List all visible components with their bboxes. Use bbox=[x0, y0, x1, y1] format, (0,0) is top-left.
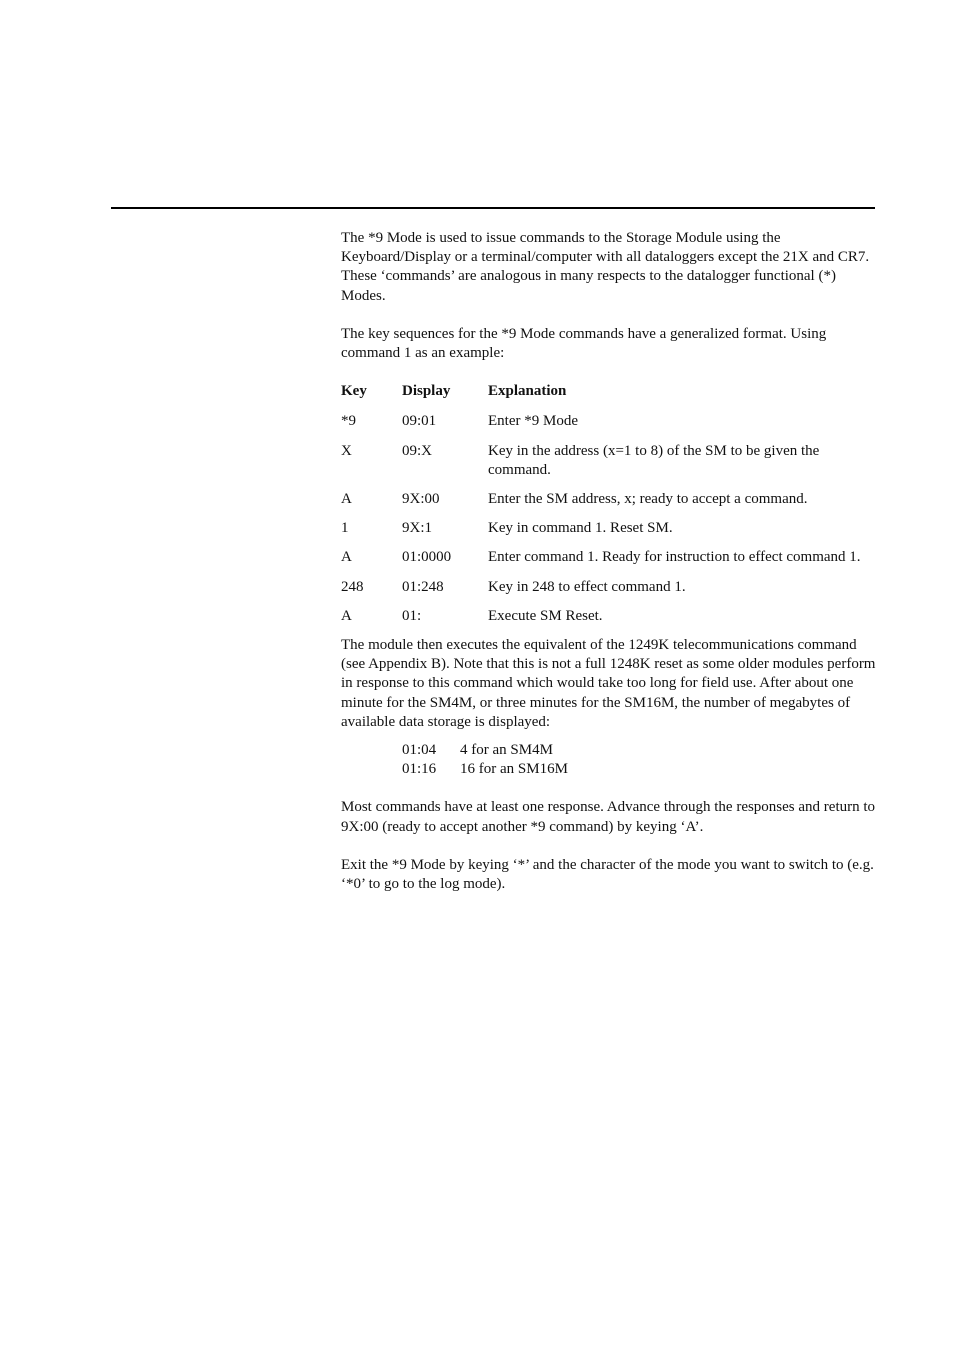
cell-display: 01:0000 bbox=[402, 549, 452, 566]
response-code: 01:04 bbox=[402, 742, 437, 759]
cell-key: A bbox=[341, 549, 352, 566]
list-item bbox=[402, 741, 881, 760]
cell-explanation: Key in command 1. Reset SM. bbox=[488, 520, 673, 537]
table-row bbox=[341, 607, 881, 626]
response-code: 01:16 bbox=[402, 761, 437, 778]
reset-description: The module then executes the equivalent of the 1249K telecommunications command (see Appendix B). Note that this is not a full 1248K reset as some older modules perform in response to this command which would take too long for field use. After about one minute for the SM4M, or three minutes for the SM16M, the number of megabytes of available data storage is displayed: bbox=[341, 637, 876, 730]
cell-display: 01: bbox=[402, 607, 422, 624]
list-item bbox=[402, 760, 881, 779]
cell-explanation: Enter command 1. Ready for instruction to effect command 1. bbox=[488, 549, 861, 566]
cell-key: *9 bbox=[341, 413, 356, 430]
table-row bbox=[341, 412, 881, 431]
cell-display: 09:X bbox=[402, 442, 432, 459]
cell-explanation: Enter *9 Mode bbox=[488, 413, 578, 430]
responses-paragraph: Most commands have at least one response. Advance through the responses and return to 9X:00 (ready to accept another *9 command) by keying ‘A’. bbox=[341, 799, 876, 835]
header-key: Key bbox=[341, 383, 367, 400]
cell-key: A bbox=[341, 491, 352, 508]
exit-paragraph: Exit the *9 Mode by keying ‘*’ and the character of the mode you want to switch to (e.g. ‘*0’ to go to the log mode). bbox=[341, 856, 874, 893]
header-explanation: Explanation bbox=[488, 383, 567, 400]
response-list bbox=[402, 741, 881, 779]
response-text: 4 for an SM4M bbox=[460, 742, 553, 759]
cell-display: 9X:00 bbox=[402, 491, 440, 508]
cell-key: 1 bbox=[341, 520, 349, 537]
cell-display: 9X:1 bbox=[402, 520, 432, 537]
cell-key: 248 bbox=[341, 578, 364, 595]
cell-explanation: Enter the SM address, x; ready to accept a command. bbox=[488, 491, 808, 508]
table-row bbox=[341, 519, 881, 538]
table-row bbox=[341, 578, 881, 597]
response-text: 16 for an SM16M bbox=[460, 761, 568, 778]
table-row bbox=[341, 442, 881, 480]
intro-paragraph: The *9 Mode is used to issue commands to the Storage Module using the Keyboard/Display or a terminal/computer with all dataloggers except the 21X and CR7. These ‘commands’ are analogous in many respects to the datalogger functional (*) Modes. bbox=[341, 230, 870, 304]
header-rule bbox=[111, 207, 875, 209]
cell-explanation: Key in the address (x=1 to 8) of the SM to be given the command. bbox=[488, 442, 820, 478]
cell-display: 09:01 bbox=[402, 413, 437, 430]
key-sequence-table bbox=[341, 382, 881, 626]
cell-display: 01:248 bbox=[402, 578, 444, 595]
table-row bbox=[341, 548, 881, 567]
format-paragraph: The key sequences for the *9 Mode commands have a generalized format. Using command 1 as an example: bbox=[341, 325, 827, 362]
cell-key: A bbox=[341, 607, 352, 624]
cell-key: X bbox=[341, 442, 352, 459]
table-header bbox=[341, 382, 881, 401]
table-row bbox=[341, 490, 881, 509]
cell-explanation: Execute SM Reset. bbox=[488, 607, 603, 624]
header-display: Display bbox=[402, 383, 451, 400]
cell-explanation: Key in 248 to effect command 1. bbox=[488, 578, 686, 595]
document-body bbox=[341, 229, 881, 894]
